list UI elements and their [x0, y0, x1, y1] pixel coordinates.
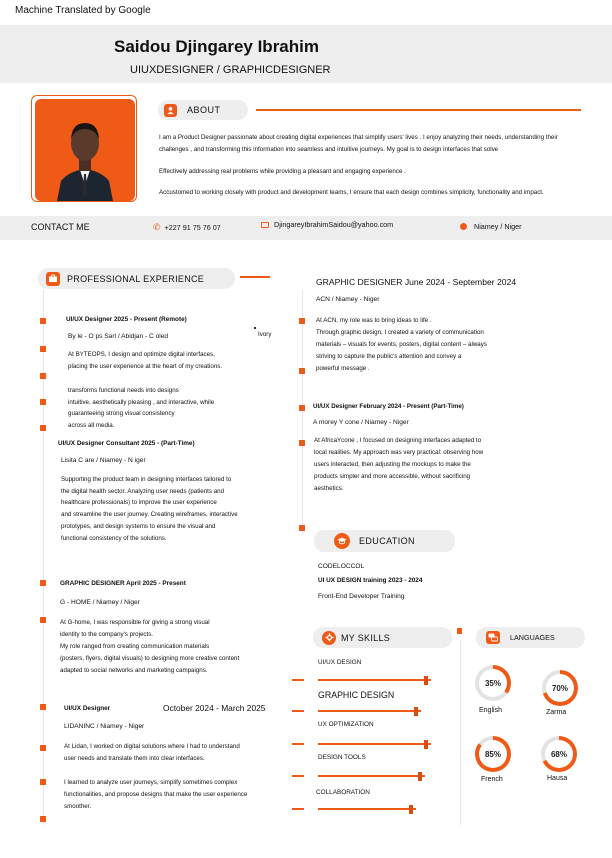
skill-label: UI/UX DESIGN — [318, 659, 362, 666]
skill-label: DESIGN TOOLS — [318, 754, 366, 761]
email-icon — [261, 222, 269, 228]
briefcase-icon — [46, 272, 60, 286]
exp-line: user needs and translate them into clear interfaces. — [64, 755, 205, 762]
experience-title: PROFESSIONAL EXPERIENCE — [67, 273, 205, 284]
exp-line: prototypes, and design systems to ensure the visual and — [61, 523, 216, 530]
skill-bar-start — [292, 710, 304, 712]
timeline-marker — [299, 368, 305, 374]
skill-bar — [318, 808, 416, 810]
language-percent: 35% — [479, 669, 507, 697]
about-text-1b: Effectively addressing real problems while providing a pleasant and engaging experience . — [159, 168, 406, 175]
exp-line: striving to capture the public's attention and convey a — [316, 353, 462, 360]
timeline-marker — [299, 525, 305, 531]
timeline-marker — [40, 373, 46, 379]
location-text: Niamey / Niger — [474, 222, 522, 231]
skill-label: COLLABORATION — [316, 789, 370, 796]
skill-bar-knob — [424, 740, 428, 749]
exp-company: By le - O ps Sarl / Abidjan - C oled — [68, 333, 169, 340]
graduation-cap-icon — [334, 533, 350, 549]
timeline-marker — [40, 816, 46, 822]
language-percent: 70% — [546, 674, 574, 702]
timeline-marker — [40, 779, 46, 785]
skills-heading — [313, 627, 452, 648]
candidate-name: Saidou Djingarey Ibrahim — [114, 37, 319, 56]
timeline-marker — [40, 745, 46, 751]
exp-title: GRAPHIC DESIGNER June 2024 - September 2024 — [316, 277, 517, 287]
exp-title: GRAPHIC DESIGNER April 2025 - Present — [60, 580, 186, 587]
contact-label: CONTACT ME — [31, 222, 90, 232]
language-percent: 68% — [545, 740, 573, 768]
contact-phone[interactable] — [153, 222, 221, 233]
exp-dates: October 2024 - March 2025 — [163, 703, 266, 713]
exp-line: across all media. — [68, 422, 115, 429]
exp-title: UI/UX Designer — [64, 705, 111, 712]
education-line: UI UX DESIGN training 2023 - 2024 — [318, 577, 423, 584]
languages-heading — [476, 627, 585, 648]
skills-accent — [457, 628, 462, 634]
exp-line: placing the user experience at the heart of my creations. — [68, 363, 223, 370]
exp-line: the digital health sector. Analyzing user needs (patients and — [61, 488, 225, 495]
exp-line: healthcare professionals) to improve the user experience — [61, 499, 217, 506]
skills-icon — [322, 631, 336, 645]
timeline-marker — [40, 425, 46, 431]
language-gauge — [542, 670, 578, 706]
exp-title: UI/UX Designer Consultant 2025 - (Part-Time) — [58, 440, 195, 447]
exp-company: G - HOME / Niamey / Niger — [60, 599, 140, 606]
exp-title: UI/UX Designer 2025 - Present (Remote) — [66, 316, 187, 323]
language-name: Zarma — [546, 709, 567, 716]
exp-line: local realities. My approach was very practical: observing how — [314, 449, 484, 456]
language-name: French — [481, 776, 503, 783]
timeline-marker — [40, 580, 46, 586]
exp-line: and streamline the user journey. Creating wireframes, interactive — [61, 511, 238, 518]
location-pin-icon — [460, 223, 467, 230]
skill-bar-start — [292, 775, 304, 777]
phone-number: +227 91 75 76 07 — [164, 223, 221, 232]
skill-label: UX OPTIMIZATION — [318, 721, 374, 728]
exp-company: A morey Y cone / Niamey - Niger — [313, 419, 409, 426]
exp-line: At Lidan, I worked on digital solutions where I had to understand — [64, 743, 240, 750]
skill-bar — [318, 679, 431, 681]
exp-line: Supporting the product team in designing interfaces tailored to — [61, 476, 232, 483]
contact-email[interactable] — [261, 220, 393, 229]
bullet-dot — [254, 327, 256, 329]
skill-bar-knob — [424, 676, 428, 685]
exp-line: powerful message . — [316, 365, 370, 372]
language-name: English — [479, 707, 502, 714]
exp-line: users interacted, then adjusting the mockups to make the — [314, 461, 471, 468]
email-address: DjingareyIbrahimSaidou@yahoo.com — [274, 220, 394, 229]
timeline-marker — [299, 440, 305, 446]
skill-bar-knob — [414, 707, 418, 716]
exp-title: UI/UX Designer February 2024 - Present (Part-Time) — [313, 403, 464, 410]
skills-divider — [460, 640, 461, 825]
education-line: Front-End Developer Training — [318, 593, 405, 600]
exp-line: products simpler and more accessible, without sacrificing — [314, 473, 471, 480]
timeline-marker — [40, 318, 46, 324]
exp-line: identity to the company's projects. — [60, 631, 154, 638]
timeline-marker — [40, 704, 46, 710]
timeline-marker — [40, 617, 46, 623]
exp-line: Through graphic design, I created a variety of communication — [316, 329, 484, 336]
exp-company: Lisita C are / Niamey - N iger — [61, 457, 146, 464]
skill-bar — [318, 710, 421, 712]
language-gauge — [475, 665, 511, 701]
experience-heading — [38, 268, 235, 289]
timeline-right — [302, 290, 303, 535]
experience-rule — [240, 276, 270, 278]
timeline-marker — [40, 346, 46, 352]
phone-icon: ✆ — [153, 222, 161, 232]
about-text-1: I am a Product Designer passionate about creating digital experiences that simplify users' lives . I enjoy analyzing their needs, understanding their challenges , and transforming this information into seamless and intuitive journeys. My goal is to design interfaces that solve — [159, 134, 558, 153]
skill-bar-start — [292, 743, 304, 745]
exp-line: At ACN, my role was to bring ideas to life . — [316, 317, 432, 324]
education-heading — [314, 530, 455, 552]
speech-bubbles-icon — [486, 631, 500, 644]
exp-line: transforms functional needs into designs — [68, 387, 179, 394]
skill-bar-start — [292, 679, 304, 681]
timeline-marker — [299, 405, 305, 411]
exp-line: guaranteeing strong visual consistency — [68, 410, 175, 417]
exp-line: At BYTEOPS, I design and optimize digital interfaces, — [68, 351, 215, 358]
languages-title: LANGUAGES — [510, 633, 555, 642]
exp-line: aesthetics. — [314, 485, 344, 492]
exp-line: My role ranged from creating communication materials — [60, 643, 210, 650]
exp-line: materials – visuals for events, posters, digital content – always — [316, 341, 487, 348]
about-title: ABOUT — [187, 105, 221, 115]
translation-banner: Machine Translated by Google — [15, 5, 151, 16]
about-text-2: Accustomed to working closely with product and development teams, I ensure that each design combines simplicity, functionality and impact. — [159, 189, 544, 196]
skill-bar-start — [292, 808, 304, 810]
exp-line: functionalities, and propose designs that make the user experience — [64, 791, 248, 798]
skill-bar-knob — [418, 772, 422, 781]
about-heading — [158, 100, 248, 120]
education-line: CODELOCCOL — [318, 563, 365, 570]
skill-bar-knob — [409, 805, 413, 814]
exp-line: (posters, flyers, digital visuals) to designing more creative content — [60, 655, 240, 662]
exp-line: intuitive, aesthetically pleasing , and interactive, while — [68, 399, 215, 406]
about-rule — [256, 109, 581, 111]
language-gauge — [475, 736, 511, 772]
exp-company: LIDANINC / Niamey - Niger — [64, 723, 145, 730]
exp-line: functional consistency of the solutions. — [61, 535, 167, 542]
exp-line: At AfricaYcone , I focused on designing interfaces adapted to — [314, 437, 482, 444]
exp-company: ACN / Niamey - Niger — [316, 296, 380, 303]
person-icon — [164, 104, 177, 117]
exp-line: I learned to analyze user journeys, simplify sometimes complex — [64, 779, 238, 786]
timeline-marker — [40, 399, 46, 405]
language-name: Hausa — [547, 775, 568, 782]
exp-line: adapted to social networks and marketing campaigns. — [60, 667, 208, 674]
exp-line: At G-home, I was responsible for giving a strong visual — [60, 619, 210, 626]
timeline-marker — [299, 318, 305, 324]
skill-bar — [318, 775, 425, 777]
education-title: EDUCATION — [359, 536, 415, 546]
skill-label: GRAPHIC DESIGN — [318, 690, 395, 700]
language-gauge — [541, 736, 577, 772]
candidate-title: UIUXDESIGNER / GRAPHICDESIGNER — [130, 64, 331, 76]
contact-location — [460, 222, 522, 231]
skills-title: MY SKILLS — [341, 632, 391, 643]
language-percent: 85% — [479, 740, 507, 768]
exp-aside: Ivory — [258, 331, 272, 338]
exp-line: smoother. — [64, 803, 92, 810]
skill-bar — [318, 743, 431, 745]
profile-photo — [35, 99, 135, 201]
